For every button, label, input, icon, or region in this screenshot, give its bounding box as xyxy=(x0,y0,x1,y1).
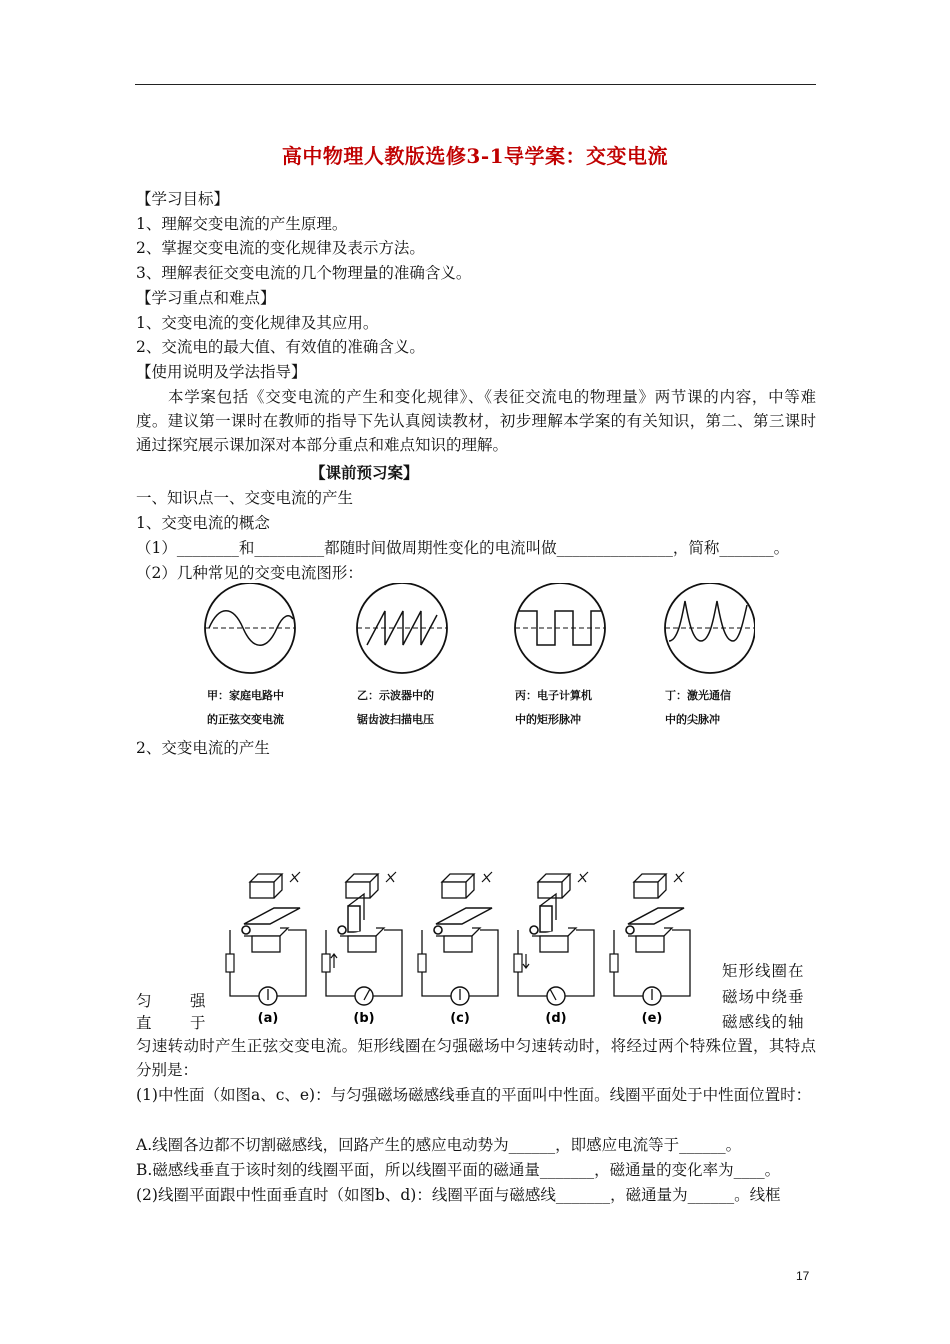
paragraph: (1)中性面（如图a、c、e)：与匀强磁场磁感线垂直的平面叫中性面。线圈平面处于中性面位置时： xyxy=(136,1086,812,1104)
side-text-left: 于 xyxy=(190,1014,206,1032)
usage-paragraph: 本学案包括《交变电流的产生和变化规律》、《表征交流电的物理量》两节课的内容，中等难度。建议第一课时在教师的指导下先认真阅读教材，初步理解本学案的有关知识，第二、第三课时通过探究展示课加深对本部分重点和难点知识的理解。 xyxy=(136,388,816,454)
keypoint-item: 2、交流电的最大值、有效值的准确含义。 xyxy=(136,338,425,356)
fill-blank-line: A.线圈各边都不切割磁感线，回路产生的感应电动势为______，即感应电流等于______。 xyxy=(136,1136,742,1154)
side-text-left: 匀 xyxy=(136,992,152,1010)
slip-ring xyxy=(530,926,538,934)
magnet-top xyxy=(250,874,282,882)
caption-line: 锯齿波扫描电压 xyxy=(357,713,434,726)
wave-captions xyxy=(195,687,755,737)
objective-item: 3、理解表征交变电流的几个物理量的准确含义。 xyxy=(136,264,472,282)
side-text-left: 直 xyxy=(136,1014,152,1032)
direction-marker-icon xyxy=(290,872,300,882)
side-text-right: 磁感线的轴 xyxy=(722,1013,805,1031)
production-heading: 2、交变电流的产生 xyxy=(136,739,270,757)
square-wave-scope-icon xyxy=(515,583,605,673)
magnet-top xyxy=(442,874,474,882)
fill-blank-line: B.磁感线垂直于该时刻的线圈平面，所以线圈平面的磁通量_______，磁通量的变化率为____。 xyxy=(136,1161,781,1179)
resistor xyxy=(322,954,330,972)
direction-marker-icon xyxy=(386,872,396,882)
generator-unit xyxy=(610,872,690,1026)
usage-heading: 【使用说明及学法指导】 xyxy=(136,363,307,381)
figure-label: (e) xyxy=(641,1011,663,1026)
magnet-n-block xyxy=(346,882,370,898)
resistor xyxy=(226,954,234,972)
section-heading: 一、知识点一、交变电流的产生 xyxy=(136,489,354,507)
caption-line: 乙：示波器中的 xyxy=(357,689,434,702)
sine-wave-scope-icon xyxy=(205,583,295,673)
current-arrow-icon xyxy=(331,954,337,968)
side-text-left: 强 xyxy=(190,992,206,1010)
keypoint-item: 1、交变电流的变化规律及其应用。 xyxy=(136,314,379,332)
magnet-s-block xyxy=(444,936,472,952)
page-number: 17 xyxy=(796,1269,810,1283)
concept-heading: 1、交变电流的概念 xyxy=(136,514,270,532)
magnet-n-block xyxy=(250,882,274,898)
generator-unit xyxy=(226,872,306,1026)
header-rule xyxy=(135,84,816,85)
generator-figure xyxy=(222,870,722,1030)
coil-loop xyxy=(348,906,360,932)
side-text-right: 磁场中绕垂 xyxy=(722,988,805,1006)
slip-ring xyxy=(338,926,346,934)
magnet-s-block xyxy=(636,936,664,952)
caption-line: 中的矩形脉冲 xyxy=(515,713,581,726)
resistor xyxy=(418,954,426,972)
magnet-n-block xyxy=(634,882,658,898)
magnet-n-block xyxy=(538,882,562,898)
caption-line: 中的尖脉冲 xyxy=(665,713,720,726)
magnet-s-block xyxy=(252,936,280,952)
figure-label: (a) xyxy=(257,1011,279,1026)
magnet-n-block xyxy=(442,882,466,898)
slip-ring xyxy=(242,926,250,934)
side-text-right: 矩形线圈在 xyxy=(722,962,805,980)
generator-unit xyxy=(514,872,594,1026)
sawtooth-wave-scope-icon xyxy=(357,583,447,673)
slip-ring xyxy=(626,926,634,934)
generator-unit xyxy=(322,872,402,1026)
objectives-heading: 【学习目标】 xyxy=(136,190,230,208)
coil-loop xyxy=(628,908,684,924)
direction-marker-icon xyxy=(482,872,492,882)
magnet-top xyxy=(634,874,666,882)
objective-item: 2、掌握交变电流的变化规律及表示方法。 xyxy=(136,239,425,257)
generator-unit xyxy=(418,872,498,1026)
keypoints-heading: 【学习重点和难点】 xyxy=(136,289,276,307)
resistor xyxy=(514,954,522,972)
spike-wave-scope-icon xyxy=(665,583,755,673)
magnet-s-block xyxy=(540,936,568,952)
slip-ring xyxy=(434,926,442,934)
wave-intro: （2）几种常见的交变电流图形： xyxy=(136,564,363,582)
fill-blank-line: （1）________和_________都随时间做周期性变化的电流叫做_______________，简称_______。 xyxy=(136,539,790,557)
page-title: 高中物理人教版选修3-1导学案：交变电流 xyxy=(281,144,669,168)
coil-loop xyxy=(244,908,300,924)
figure-label: (b) xyxy=(353,1011,375,1026)
magnet-top xyxy=(538,874,570,882)
coil-loop xyxy=(436,908,492,924)
current-arrow-icon xyxy=(523,954,529,968)
figure-label: (d) xyxy=(545,1011,567,1026)
direction-marker-icon xyxy=(578,872,588,882)
magnet-top xyxy=(346,874,378,882)
caption-line: 甲：家庭电路中 xyxy=(207,689,284,702)
caption-line: 丙：电子计算机 xyxy=(515,689,592,702)
objective-item: 1、理解交变电流的产生原理。 xyxy=(136,215,348,233)
fill-blank-line: (2)线圈平面跟中性面垂直时（如图b、d)：线圈平面与磁感线_______，磁通量为______。线框 xyxy=(136,1186,781,1204)
paragraph: 匀速转动时产生正弦交变电流。矩形线圈在匀强磁场中匀速转动时，将经过两个特殊位置，其特点分别是： xyxy=(136,1037,816,1079)
direction-marker-icon xyxy=(674,872,684,882)
preview-heading: 【课前预习案】 xyxy=(310,463,419,482)
magnet-s-block xyxy=(348,936,376,952)
caption-line: 丁：激光通信 xyxy=(665,689,731,702)
caption-line: 的正弦交变电流 xyxy=(207,713,284,726)
resistor xyxy=(610,954,618,972)
figure-label: (c) xyxy=(450,1011,470,1026)
coil-loop xyxy=(540,906,552,932)
